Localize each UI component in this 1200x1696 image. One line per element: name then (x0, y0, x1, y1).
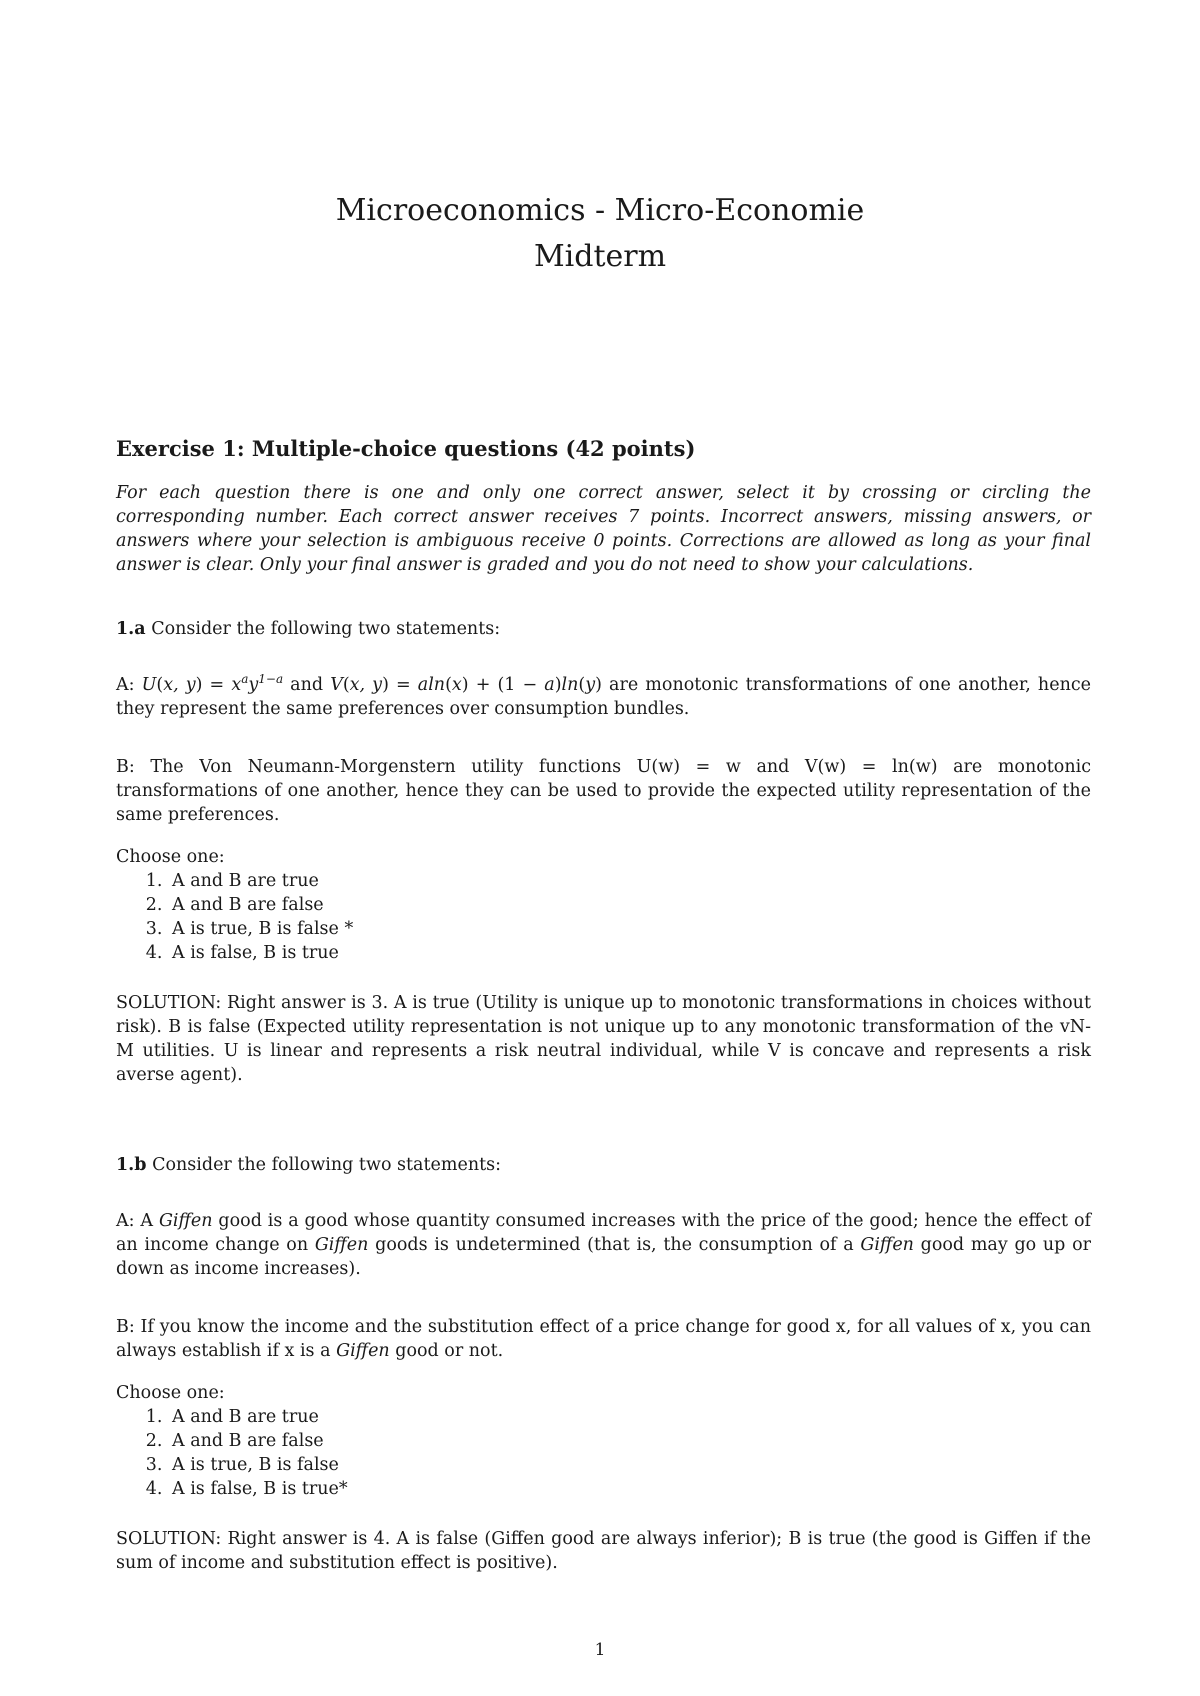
question-1a-header (116, 617, 1091, 641)
title-line-course: Microeconomics - Micro-Economie (335, 193, 865, 228)
question-1b-statement-b: B: If you know the income and the substitution effect of a price change for good x, for all values of x, you can always establish if x is a Giffen good or not. (116, 1317, 1091, 1361)
question-1a-statement-a: A: U(x, $y) = x^ay^{1-a}$ and V(x, y) = aln(x) + (1 − a)ln(y) are monotonic transformations of one another, hence they represent the same preferences over consumption bundles. (116, 672, 1091, 719)
choose-one-label: Choose one: (116, 1383, 225, 1403)
option-2[interactable]: 2. A and B are false (168, 1429, 1091, 1453)
document-title (0, 188, 1200, 280)
question-1a-options (116, 869, 1091, 965)
option-3[interactable]: 3. A is true, B is false (168, 1453, 1091, 1477)
option-4[interactable]: 4. A is false, B is true* (168, 1477, 1091, 1501)
option-1[interactable]: 1. A and B are true (168, 869, 1091, 893)
exercise-instructions: For each question there is one and only one correct answer, select it by crossing or circling the corresponding number. Each correct answer receives 7 points. Incorrect answers, missing answers, or answers where your selection is ambiguous receive 0 points. Corrections are allowed as long as your final answer is clear. Only your final answer is graded and you do not need to show your calculations. (116, 483, 1091, 575)
question-number: 1.b (116, 1155, 147, 1175)
question-1b-statement-a: A: A Giffen good is a good whose quantity consumed increases with the price of the good; hence the effect of an income change on Giffen goods is undetermined (that is, the consumption of a Giffen good may go up or down as income increases). (116, 1211, 1091, 1279)
option-3[interactable]: 3. A is true, B is false * (168, 917, 1091, 941)
question-1a-solution: SOLUTION: Right answer is 3. A is true (Utility is unique up to monotonic transformations in choices without risk). B is false (Expected utility representation is not unique up to any monotonic transformation of the vN-M utilities. U is linear and represents a risk neutral individual, while V is concave and represents a risk averse agent). (116, 993, 1091, 1085)
document-body (116, 435, 1091, 1575)
option-4[interactable]: 4. A is false, B is true (168, 941, 1091, 965)
question-1b-solution: SOLUTION: Right answer is 4. A is false (Giffen good are always inferior); B is true (the good is Giffen if the sum of income and substitution effect is positive). (116, 1529, 1091, 1573)
choose-one-label: Choose one: (116, 847, 225, 867)
page-number: 1 (594, 1640, 606, 1660)
question-1a-statement-b: B: The Von Neumann-Morgenstern utility functions U(w) = w and V(w) = ln(w) are monotonic transformations of one another, hence they can be used to provide the expected utility representation of the same preferences. (116, 757, 1091, 825)
question-number: 1.a (116, 619, 146, 639)
question-1b-options (116, 1405, 1091, 1501)
option-2[interactable]: 2. A and B are false (168, 893, 1091, 917)
title-line-exam: Midterm (533, 239, 667, 274)
option-1[interactable]: 1. A and B are true (168, 1405, 1091, 1429)
question-1b-header (116, 1153, 1091, 1177)
question-intro: Consider the following two statements: (151, 619, 501, 639)
question-intro: Consider the following two statements: (152, 1155, 502, 1175)
exercise-heading: Exercise 1: Multiple-choice questions (42 points) (116, 436, 696, 461)
